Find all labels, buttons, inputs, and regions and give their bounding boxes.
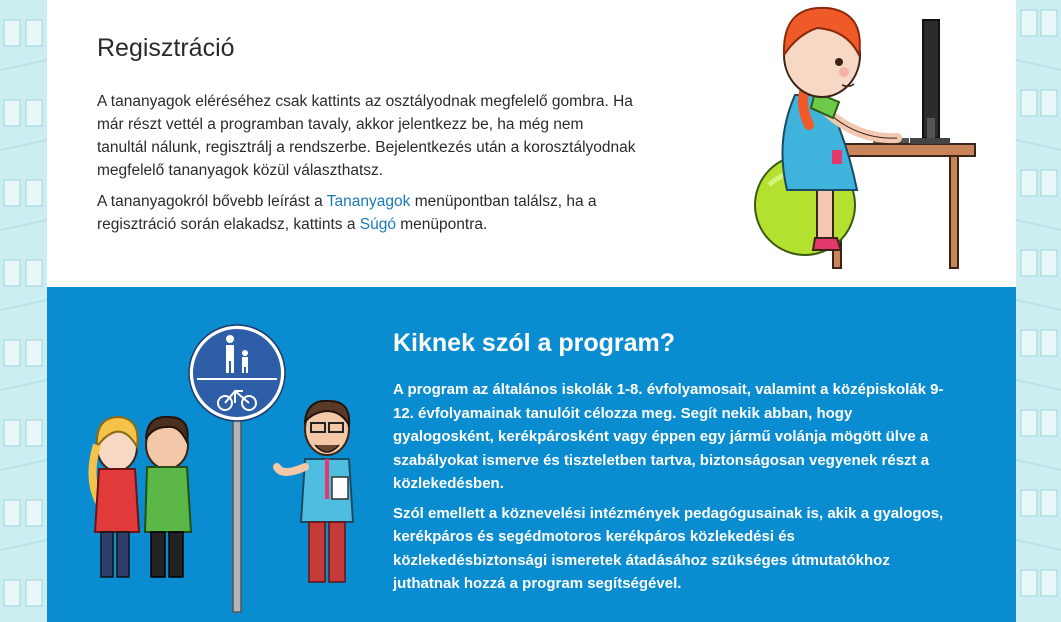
audience-paragraph-2: Szól emellett a köznevelési intézmények pedagógusainak is, akik a gyalogos, kerékpáros és segédmotoros kerékpáros közlekedési és közlekedésbiztonsági ismeretek átadásához szükséges útmutatókhoz juthatnak hozzá a program segítségével. <box>393 504 944 592</box>
registration-text-fragment: menüpontban találsz, ha a regisztráció során elakadsz, kattints a <box>97 193 597 233</box>
registration-text <box>97 90 637 244</box>
sugo-link[interactable]: Súgó <box>359 216 396 233</box>
main-page <box>47 0 1016 622</box>
registration-title: Regisztráció <box>97 34 235 62</box>
tananyagok-link[interactable]: Tananyagok <box>326 193 411 210</box>
left-building-background <box>0 0 47 622</box>
registration-paragraph-2 <box>97 190 637 236</box>
audience-section <box>47 287 1016 622</box>
registration-section <box>47 0 1016 287</box>
audience-paragraph-1: A program az általános iskolák 1-8. évfolyamosait, valamint a középiskolák 9-12. évfolyamainak tanulóit célozza meg. Segít nekik abban, hogy gyalogosként, kerékpárosként vagy éppen egy jármű volánja mögött ülve a szabályokat ismerve és tiszteletben tartva, biztonságosan vegyenek részt a közlekedésben. <box>393 381 944 492</box>
audience-text <box>393 378 953 602</box>
right-building-background <box>1016 0 1061 622</box>
registration-paragraph-1: A tananyagok eléréséhez csak kattints az osztályodnak megfelelő gombra. Ha már részt vettél a programban tavaly, akkor jelentkezz be, ha még nem tanultál nálunk, regisztrálj a rendszerbe. Bejelentkezés után a korosztályodnak megfelelő tananyagok közül választhatsz. <box>97 93 636 179</box>
registration-text-fragment: menüpontra. <box>395 216 488 233</box>
girl-at-computer-illustration <box>697 0 987 280</box>
registration-text-fragment: A tananyagokról bővebb leírást a <box>97 193 327 210</box>
audience-title: Kiknek szól a program? <box>393 329 676 357</box>
pedestrian-cyclist-sign-illustration <box>87 317 387 617</box>
